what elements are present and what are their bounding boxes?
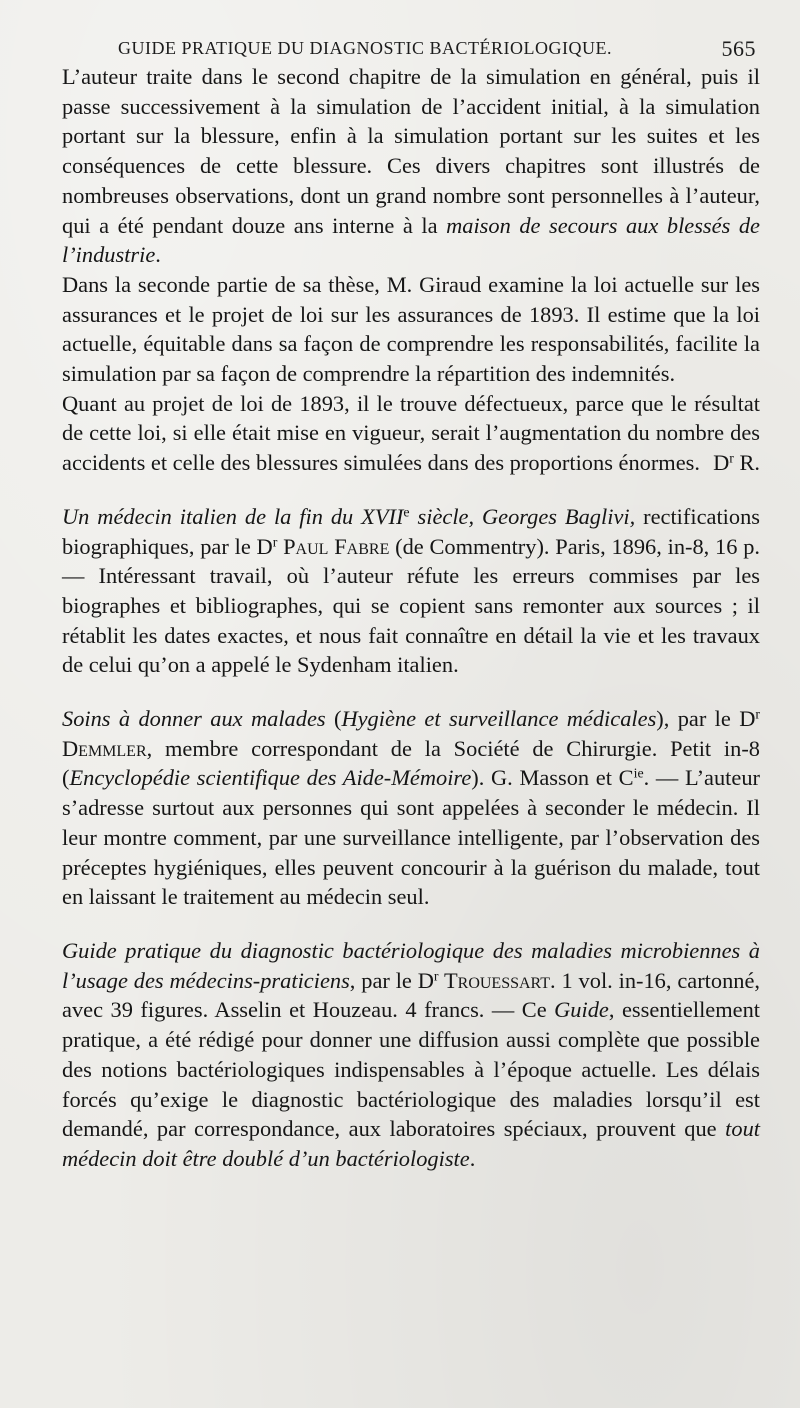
author-name: Demmler xyxy=(62,735,147,761)
review-baglivi xyxy=(62,502,760,680)
italic-run: siècle, Georges Baglivi, xyxy=(409,503,636,529)
reviewer-signature xyxy=(713,448,760,478)
text-run: L’auteur traite dans le second chapitre de la simulation en général, puis il passe successivement à la simulation de l’accident initial, à la simulation portant sur la blessure, enfin à la simulation portant sur les suites et les conséquences de cette blessure. Ces divers chapitres sont illustrés de nombreuses observations, dont un grand nombre sont personnelles à l’auteur, qui a été pendant douze ans interne à la xyxy=(62,64,760,238)
italic-run: Soins à donner aux malades xyxy=(62,706,326,732)
sig-d: D xyxy=(713,450,730,476)
article-body xyxy=(62,62,760,1174)
italic-run: Hygiène et surveillance médicales xyxy=(341,706,657,732)
section-gap xyxy=(62,680,760,704)
sig-sup: r xyxy=(729,451,734,467)
text-run: , par le D xyxy=(349,967,434,993)
sig-name: R. xyxy=(733,450,760,476)
italic-run: Un médecin italien de la fin du XVII xyxy=(62,503,404,529)
section-gap xyxy=(62,478,760,502)
text-run: ). G. Masson et C xyxy=(471,765,634,791)
paragraph-projet-de-loi xyxy=(62,389,760,478)
superscript: r xyxy=(272,534,278,550)
section-gap xyxy=(62,912,760,936)
review-soins-malades xyxy=(62,704,760,912)
text-run: Dans la seconde partie de sa thèse, M. Giraud examine la loi actuelle sur les assurances et le projet de loi sur les assurances de 1893. Il estime que la loi actuelle, équitable dans sa façon de comprendre les responsabilités, facilite la simulation par sa façon de comprendre la répartition des indemnités. xyxy=(62,271,760,387)
superscript: e xyxy=(403,505,410,521)
running-head xyxy=(62,32,760,62)
paragraph-simulation-chapters xyxy=(62,62,760,270)
italic-run: maison de secours aux blessés de l’industrie xyxy=(62,212,760,268)
italic-run: tout médecin doit être doublé d’un bactériologiste xyxy=(62,1116,760,1171)
review-guide-bacteriologique xyxy=(62,936,760,1174)
italic-run: Guide pratique du diagnostic bactériologique des maladies microbiennes à l’usage des médecins-praticiens xyxy=(62,937,760,993)
text-run: rectifications biographiques, par le D xyxy=(62,503,760,559)
italic-run: Guide xyxy=(554,997,609,1023)
text-run: . 1 vol. in-16, cartonné, avec 39 figures. Asselin et Houzeau. 4 francs. — Ce xyxy=(62,967,761,1023)
running-title: GUIDE PRATIQUE DU DIAGNOSTIC BACTÉRIOLOGIQUE. xyxy=(118,38,612,58)
text-run: , essentiellement pratique, a été rédigé pour donner une diffusion aussi complète que possible des notions bactériologiques indispensables à l’époque actuelle. Les délais forcés qu’exige le diagnostic bactériologique des maladies lorsqu’il est demandé, par correspondance, aux laboratoires spéciaux, prouvent que xyxy=(62,997,760,1142)
text-run: ( xyxy=(325,706,342,732)
italic-run: Encyclopédie scientifique des Aide-Mémoire xyxy=(69,765,472,791)
author-name: Trouessart xyxy=(438,967,551,993)
paragraph-second-part xyxy=(62,270,760,389)
superscript: r xyxy=(755,707,761,723)
superscript: r xyxy=(433,969,439,985)
text-run: (de Commentry). Paris, 1896, in-8, 16 p. — Intéressant travail, où l’auteur réfute les erreurs commises par les biographes et bibliographes, qui se copient sans remonter aux sources ; il rétablit les dates exactes, et nous fait connaître en détail la vie et les travaux de celui qu’on a appelé le Sydenham italien. xyxy=(62,533,760,678)
text-run: . xyxy=(155,242,161,268)
text-run: ), par le D xyxy=(656,706,756,732)
text-run: Quant au projet de loi de 1893, il le trouve défectueux, parce que le résultat de cette loi, si elle était mise en vigueur, serait l’augmentation du nombre des accidents et celle des blessures simulées dans des proportions énormes. xyxy=(62,390,760,476)
superscript: ie xyxy=(633,766,644,782)
text-run: , membre correspondant de la Société de Chirurgie. Petit in-8 ( xyxy=(62,735,760,791)
text-run: . — L’auteur s’adresse surtout aux personnes qui sont appelées à seconder le médecin. Il leur montre comment, par une surveillance intelligente, par l’observation des préceptes hygiéniques, elles peuvent concourir à la guérison du malade, tout en laissant le traitement au médecin seul. xyxy=(62,765,760,910)
page-number: 565 xyxy=(721,36,756,61)
text-run: . xyxy=(469,1145,476,1171)
author-name: Paul Fabre xyxy=(277,533,390,559)
